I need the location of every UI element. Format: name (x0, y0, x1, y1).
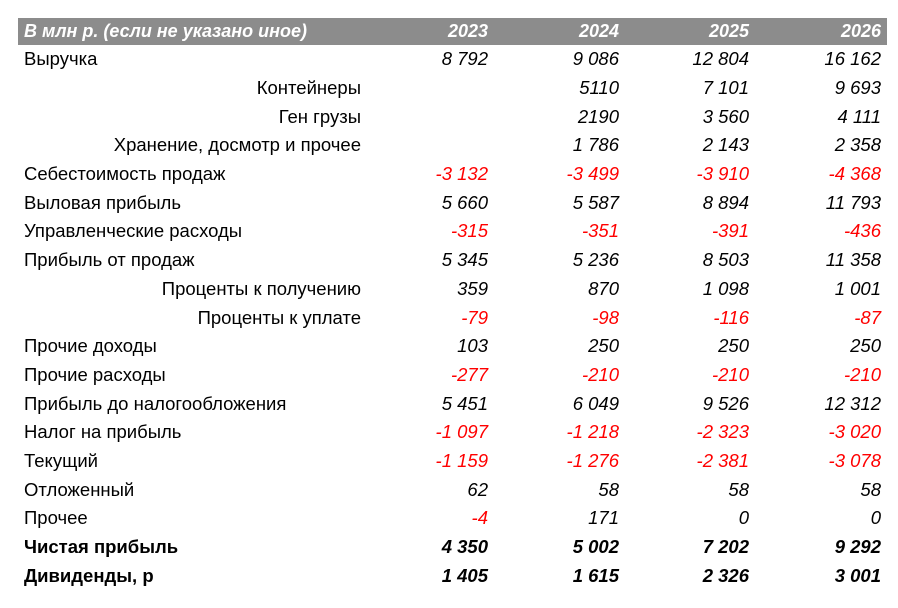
row-label: Дивиденды, р (24, 564, 154, 586)
cell-value: 250 (588, 335, 619, 357)
cell-value: -87 (854, 306, 881, 328)
header-year: 2023 (447, 21, 488, 41)
cell-value: 8 792 (441, 48, 488, 70)
cell-value: 4 111 (837, 105, 881, 127)
cell-value: -98 (592, 306, 619, 328)
cell-value: 9 693 (834, 77, 881, 99)
cell-value: -436 (843, 220, 881, 242)
table-row (18, 533, 887, 562)
cell-value: 0 (738, 507, 749, 529)
cell-value: 62 (467, 478, 488, 500)
cell-value: -1 097 (435, 421, 488, 443)
cell-value: 6 049 (572, 392, 619, 414)
row-label: Прочие доходы (24, 335, 157, 357)
cell-value: 9 086 (572, 48, 619, 70)
cell-value: -79 (461, 306, 488, 328)
table-row (18, 74, 887, 103)
cell-value: 3 560 (702, 105, 749, 127)
table-row (18, 561, 887, 590)
cell-value: 11 358 (825, 249, 881, 271)
cell-value: 16 162 (824, 48, 881, 70)
table-row (18, 217, 887, 246)
row-label: Налог на прибыль (24, 421, 182, 443)
cell-value (369, 74, 494, 103)
financial-table (18, 18, 887, 590)
cell-value: 8 503 (702, 249, 749, 271)
table-row (18, 131, 887, 160)
table-row (18, 332, 887, 361)
table-row (18, 504, 887, 533)
row-label: Отложенный (24, 478, 135, 500)
header-year: 2025 (708, 21, 749, 41)
cell-value: -1 218 (566, 421, 619, 443)
cell-value: -116 (713, 306, 749, 328)
table-row (18, 246, 887, 275)
cell-value: 8 894 (702, 191, 749, 213)
cell-value: 5110 (579, 77, 619, 99)
row-label: Себестоимость продаж (24, 163, 226, 185)
row-label: Прочее (24, 507, 88, 529)
cell-value: 58 (598, 478, 619, 500)
cell-value: -1 159 (435, 449, 488, 471)
cell-value: 2 143 (702, 134, 749, 156)
cell-value: -2 323 (696, 421, 749, 443)
cell-value: 3 001 (834, 564, 881, 586)
cell-value: 1 001 (834, 277, 881, 299)
cell-value: 5 451 (441, 392, 488, 414)
cell-value: -4 (471, 507, 488, 529)
header-year: 2026 (840, 21, 881, 41)
cell-value: 5 345 (441, 249, 488, 271)
row-label: Прибыль до налогообложения (24, 392, 287, 414)
table-row (18, 418, 887, 447)
header-label: В млн р. (если не указано иное) (24, 21, 307, 41)
cell-value (369, 131, 494, 160)
cell-value: -315 (450, 220, 488, 242)
cell-value: -351 (581, 220, 619, 242)
table-row (18, 361, 887, 390)
header-row (18, 18, 887, 45)
cell-value: -3 020 (828, 421, 881, 443)
cell-value: 11 793 (825, 191, 881, 213)
cell-value: 250 (718, 335, 749, 357)
cell-value: -391 (711, 220, 749, 242)
cell-value: -2 381 (696, 449, 749, 471)
cell-value: -4 368 (828, 163, 881, 185)
cell-value: -277 (450, 363, 488, 385)
cell-value: -3 078 (828, 449, 881, 471)
table-row (18, 188, 887, 217)
cell-value: 870 (588, 277, 619, 299)
cell-value: 58 (860, 478, 881, 500)
cell-value: -3 132 (435, 163, 488, 185)
row-label: Выручка (24, 48, 98, 70)
cell-value: -1 276 (566, 449, 619, 471)
row-label: Проценты к получению (161, 277, 361, 299)
row-label: Прочие расходы (24, 363, 166, 385)
row-label: Хранение, досмотр и прочее (113, 134, 361, 156)
cell-value: 5 002 (572, 536, 619, 558)
cell-value: 58 (728, 478, 749, 500)
cell-value: 12 804 (692, 48, 749, 70)
table-body (18, 45, 887, 590)
cell-value: 2 358 (834, 134, 881, 156)
table-row (18, 447, 887, 476)
cell-value: 5 236 (572, 249, 619, 271)
row-label: Управленческие расходы (24, 220, 243, 242)
row-label: Ген грузы (278, 105, 361, 127)
table-row (18, 475, 887, 504)
cell-value: 359 (457, 277, 488, 299)
row-label: Проценты к уплате (197, 306, 361, 328)
table-row (18, 275, 887, 304)
cell-value: 7 202 (702, 536, 749, 558)
cell-value: -210 (843, 363, 881, 385)
cell-value: 4 350 (441, 536, 488, 558)
table-row (18, 45, 887, 74)
row-label: Выловая прибыль (24, 191, 181, 213)
row-label: Контейнеры (256, 77, 361, 99)
cell-value: -210 (581, 363, 619, 385)
cell-value: 2190 (577, 105, 619, 127)
cell-value: 5 587 (572, 191, 619, 213)
row-label: Текущий (24, 449, 98, 471)
cell-value (369, 102, 494, 131)
cell-value: 2 326 (702, 564, 749, 586)
cell-value: 9 526 (702, 392, 749, 414)
cell-value: -210 (711, 363, 749, 385)
cell-value: -3 499 (566, 163, 619, 185)
cell-value: 5 660 (441, 191, 488, 213)
cell-value: 103 (457, 335, 488, 357)
cell-value: 7 101 (702, 77, 749, 99)
cell-value: 171 (588, 507, 619, 529)
cell-value: -3 910 (696, 163, 749, 185)
row-label: Чистая прибыль (24, 536, 179, 558)
cell-value: 1 098 (702, 277, 749, 299)
header-year: 2024 (578, 21, 619, 41)
cell-value: 12 312 (824, 392, 881, 414)
row-label: Прибыль от продаж (24, 249, 195, 271)
table-row (18, 160, 887, 189)
table-row (18, 389, 887, 418)
cell-value: 1 405 (441, 564, 488, 586)
cell-value: 1 786 (572, 134, 619, 156)
cell-value: 1 615 (572, 564, 619, 586)
cell-value: 250 (850, 335, 881, 357)
table-row (18, 303, 887, 332)
cell-value: 0 (870, 507, 881, 529)
table-row (18, 102, 887, 131)
cell-value: 9 292 (834, 536, 881, 558)
